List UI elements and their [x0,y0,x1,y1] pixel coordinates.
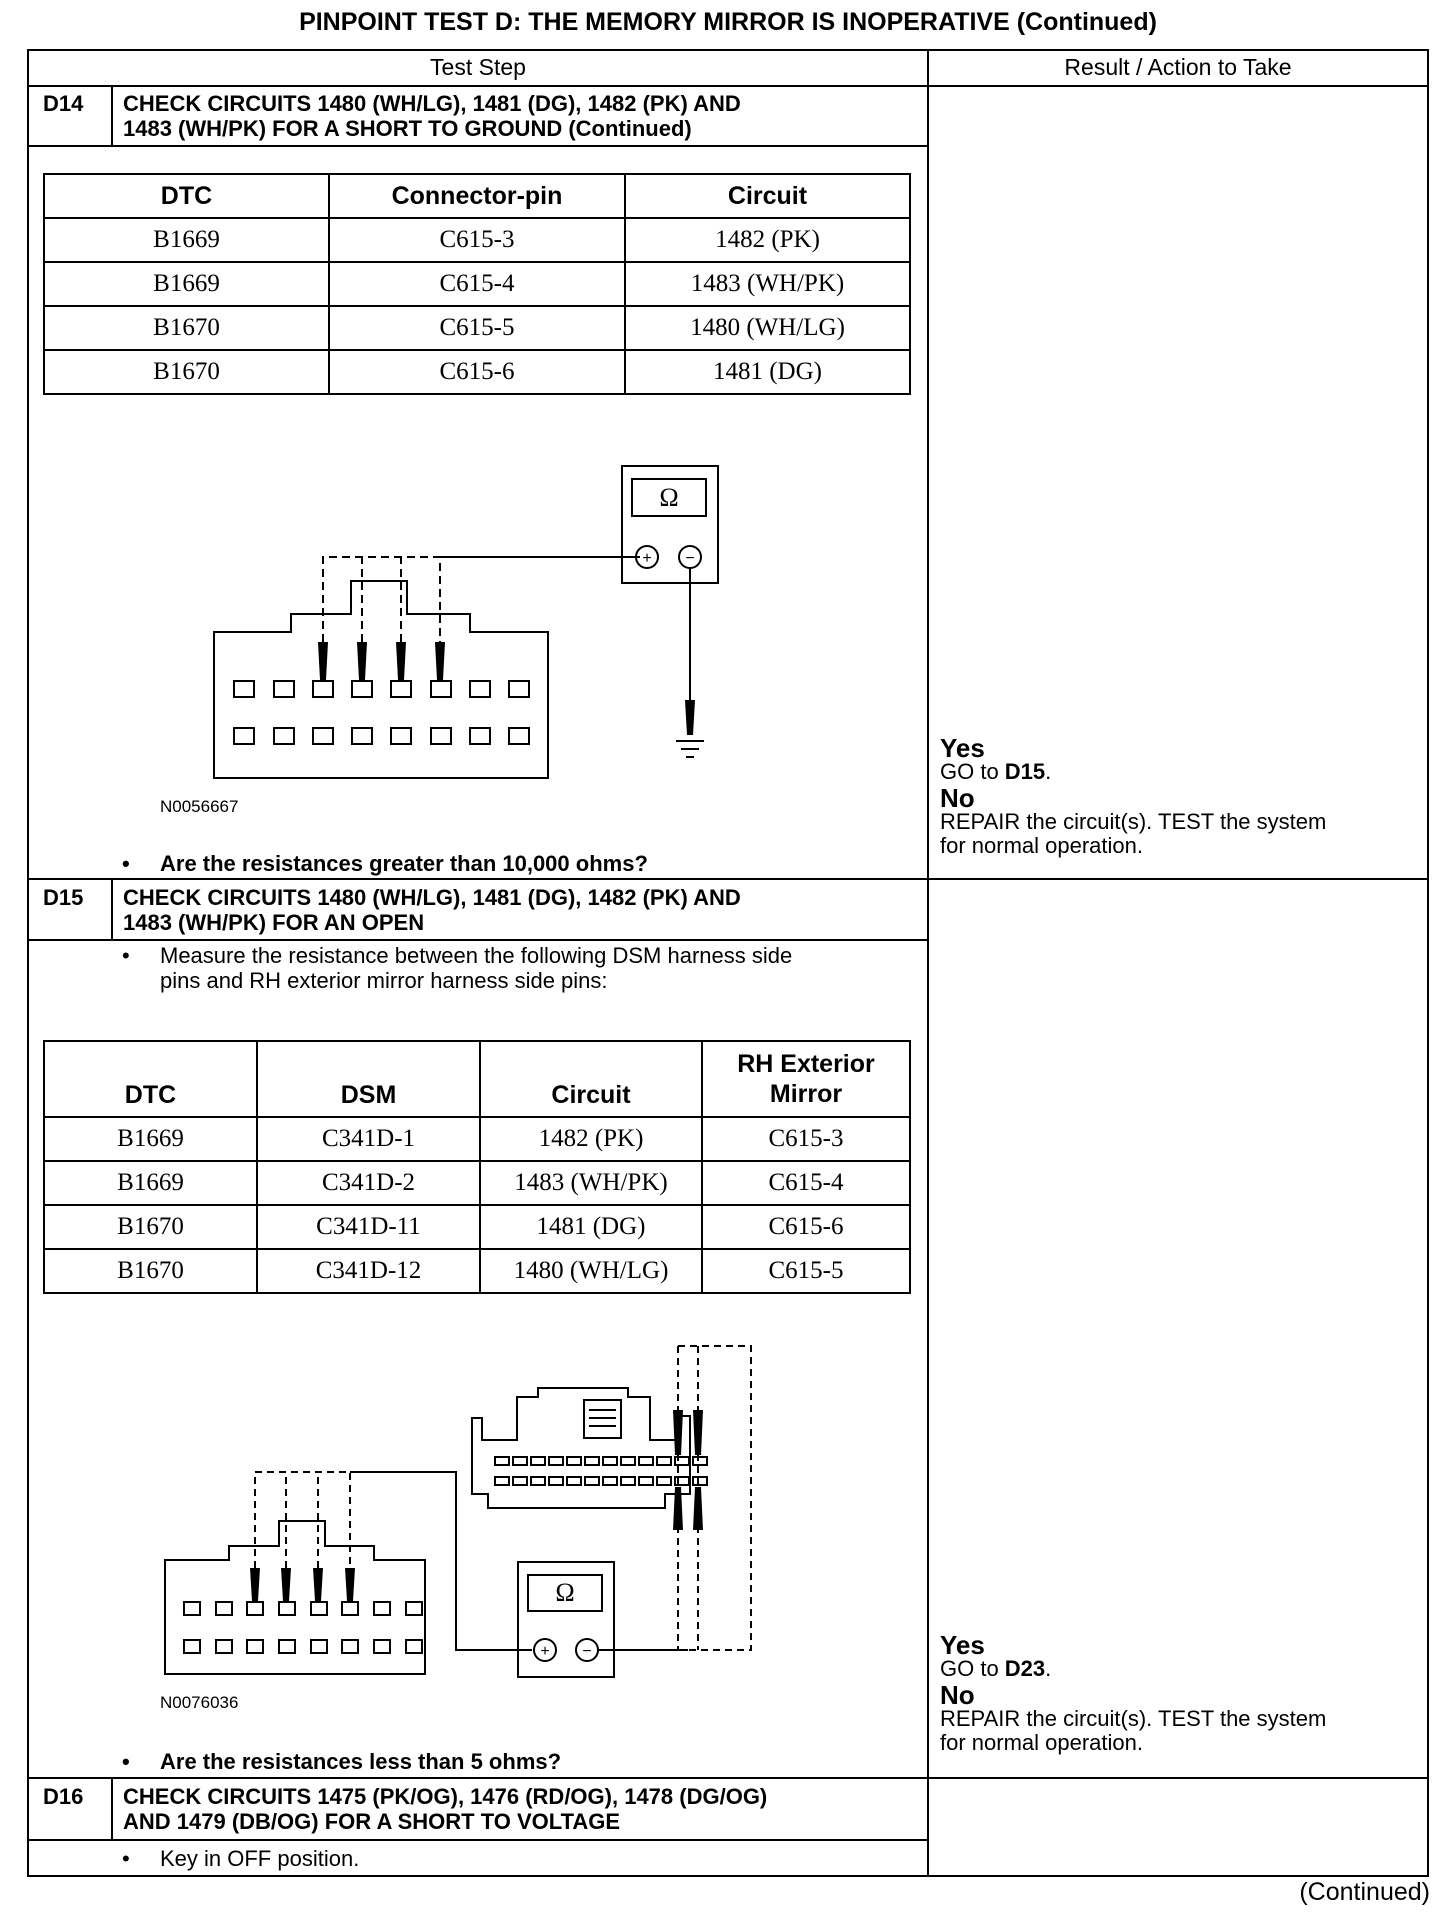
table-header-line-2: Mirror [769,1080,843,1108]
step-id-divider [111,1777,113,1839]
header-divider [29,85,1427,87]
d14-result [940,733,1327,858]
minus-terminal: − [582,1643,592,1660]
table-cell: B1670 [44,1249,257,1293]
step-title-divider [29,145,927,147]
ohm-symbol: Ω [659,483,679,512]
table-cell: 1481 (DG) [625,350,910,394]
result-yes-action: GO to D23. [940,1656,1052,1681]
table-row [44,1117,910,1161]
connector-pins-top [234,681,529,697]
table-cell: 1480 (WH/LG) [625,306,910,350]
question-text: Are the resistances greater than 10,000 ohms? [160,851,648,876]
table-cell: 1483 (WH/PK) [625,262,910,306]
table-header: Circuit [625,174,910,218]
d15-dtc-table [43,1040,911,1294]
continued-footer: (Continued) [1299,1878,1430,1906]
table-row [44,1249,910,1293]
table-cell: B1669 [44,1117,257,1161]
table-row [44,350,910,394]
bullet: • [122,1749,130,1774]
step-title-line-2: 1483 (WH/PK) FOR AN OPEN [123,910,425,935]
step-id-d15: D15 [43,885,84,910]
table-header: Connector-pin [329,174,625,218]
table-cell: B1669 [44,262,329,306]
step-title-d16 [123,1784,767,1834]
step-id-divider [111,878,113,939]
dsm-connector-pins [495,1457,707,1485]
table-row [44,1161,910,1205]
table-row [44,262,910,306]
bullet: • [122,851,130,876]
table-cell: C615-3 [329,218,625,262]
minus-terminal: − [685,550,695,567]
table-header-line-1: RH Exterior [737,1050,875,1078]
page-title: PINPOINT TEST D: THE MEMORY MIRROR IS INOPERATIVE (Continued) [299,8,1157,36]
table-header: DSM [257,1041,480,1117]
result-no-action-line-2: for normal operation. [940,1730,1143,1755]
table-cell: C615-4 [329,262,625,306]
table-cell: C341D-1 [257,1117,480,1161]
table-header-rh-mirror [702,1041,910,1117]
table-cell: 1481 (DG) [480,1205,702,1249]
table-cell: B1670 [44,350,329,394]
table-header: DTC [44,174,329,218]
instruction-text: Key in OFF position. [160,1846,360,1871]
table-cell: C615-3 [702,1117,910,1161]
result-no-action-line-1: REPAIR the circuit(s). TEST the system [940,809,1327,834]
d14-connector-diagram [200,455,740,780]
table-cell: B1669 [44,218,329,262]
table-cell: B1670 [44,306,329,350]
step-divider [29,1777,1427,1779]
table-cell: C615-5 [702,1249,910,1293]
step-title-d14 [123,91,741,141]
table-cell: C615-4 [702,1161,910,1205]
plus-terminal: + [540,1643,550,1660]
table-row [44,1205,910,1249]
table-cell: C615-5 [329,306,625,350]
left-connector-pins-bottom [184,1640,422,1653]
table-header: DTC [44,1041,257,1117]
table-cell: 1483 (WH/PK) [480,1161,702,1205]
table-cell: C615-6 [702,1205,910,1249]
header-result-action: Result / Action to Take [1064,54,1292,80]
table-cell: 1482 (PK) [480,1117,702,1161]
table-row [44,306,910,350]
instruction-line-1: Measure the resistance between the following DSM harness side [160,943,793,968]
figure-id-d15: N0076036 [160,1693,239,1712]
figure-id-d14: N0056667 [160,797,239,816]
bullet: • [122,1846,130,1871]
step-title-divider [29,939,927,941]
step-title-line-2: AND 1479 (DB/OG) FOR A SHORT TO VOLTAGE [123,1809,621,1834]
ohm-symbol: Ω [555,1578,575,1607]
step-title-line-1: CHECK CIRCUITS 1480 (WH/LG), 1481 (DG), 1482 (PK) AND [123,91,741,116]
step-id-d14: D14 [43,91,84,116]
table-row [44,218,910,262]
table-cell: C615-6 [329,350,625,394]
result-no-action-line-1: REPAIR the circuit(s). TEST the system [940,1706,1327,1731]
table-cell: C341D-12 [257,1249,480,1293]
table-cell: B1670 [44,1205,257,1249]
step-divider [29,878,1427,880]
table-cell: 1480 (WH/LG) [480,1249,702,1293]
result-yes: Yes [940,1630,985,1660]
table-cell: B1669 [44,1161,257,1205]
result-no-action-line-2: for normal operation. [940,833,1143,858]
connector-pins-bottom [234,728,529,744]
d15-result [940,1630,1327,1755]
result-yes-action: GO to D15. [940,759,1052,784]
step-title-line-1: CHECK CIRCUITS 1480 (WH/LG), 1481 (DG), 1482 (PK) AND [123,885,741,910]
step-title-d15 [123,885,741,935]
step-id-divider [111,85,113,145]
table-cell: 1482 (PK) [625,218,910,262]
plus-terminal: + [642,550,652,567]
bullet: • [122,943,130,968]
step-id-d16: D16 [43,1784,84,1809]
left-connector-pins-top [184,1602,422,1615]
table-header: Circuit [480,1041,702,1117]
result-yes: Yes [940,733,985,763]
d14-dtc-table [43,173,911,395]
step-title-line-2: 1483 (WH/PK) FOR A SHORT TO GROUND (Continued) [123,116,692,141]
table-cell: C341D-2 [257,1161,480,1205]
step-title-divider [29,1839,927,1841]
d15-connector-diagram [150,1335,770,1695]
step-title-line-1: CHECK CIRCUITS 1475 (PK/OG), 1476 (RD/OG), 1478 (DG/OG) [123,1784,768,1809]
result-no: No [940,1680,975,1710]
instruction-line-2: pins and RH exterior mirror harness side pins: [160,968,608,993]
header-test-step: Test Step [430,54,526,80]
question-text: Are the resistances less than 5 ohms? [160,1749,562,1774]
result-no: No [940,783,975,813]
table-cell: C341D-11 [257,1205,480,1249]
